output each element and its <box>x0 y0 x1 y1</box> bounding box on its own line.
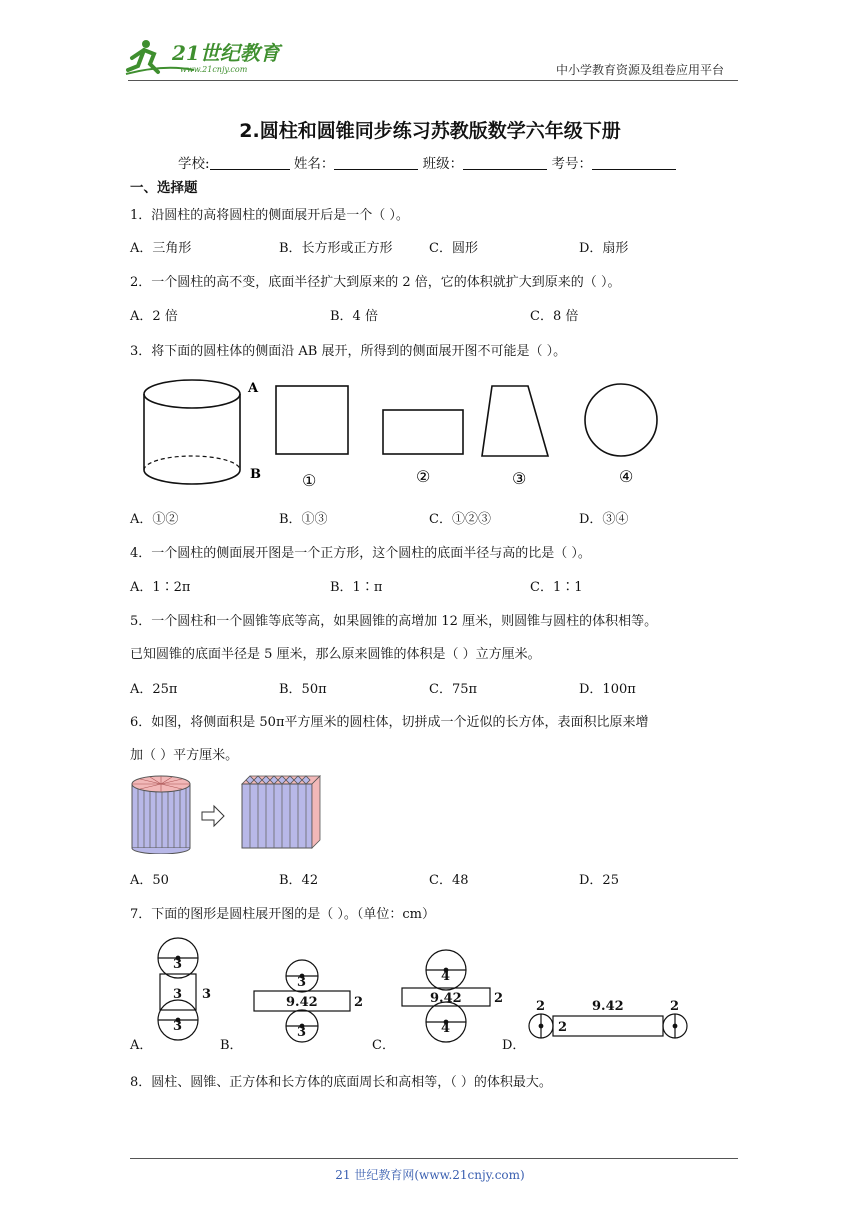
net-option-d <box>529 1014 687 1038</box>
shape-label-2: ② <box>416 467 431 486</box>
net-c-height-label: 2 <box>494 991 504 1006</box>
q5-option-d: D．100π <box>579 682 636 697</box>
approx-cuboid <box>242 776 320 848</box>
shape-label-1: ① <box>302 471 317 490</box>
net-a-height-label: 3 <box>202 987 212 1002</box>
net-b-height-label: 2 <box>354 995 364 1010</box>
q3-figure <box>130 372 670 492</box>
q1-option-a: A．三角形 <box>130 241 192 256</box>
question-6-line-1: 6．如图，将侧面积是 50π平方厘米的圆柱体，切拼成一个近似的长方体，表面积比原来增 <box>130 715 649 730</box>
shape-label-4: ④ <box>619 467 634 486</box>
header-divider <box>128 80 738 81</box>
q7-option-a: A． <box>130 1038 153 1053</box>
net-c-length-label: 9.42 <box>430 991 462 1006</box>
student-info <box>178 152 676 172</box>
q2-option-c: C．8 倍 <box>530 309 579 324</box>
q3-option-b: B．①③ <box>279 512 328 527</box>
q7-option-c: C． <box>372 1038 395 1053</box>
q5-option-a: A．25π <box>130 682 178 697</box>
net-b-bottom-label: 3 <box>297 1025 307 1040</box>
label-a: A <box>248 381 259 396</box>
school-blank <box>210 155 290 170</box>
question-5-line-1: 5．一个圆柱和一个圆锥等底等高，如果圆锥的高增加 12 厘米，则圆锥与圆柱的体积相等。 <box>130 614 658 629</box>
net-d-height-label: 2 <box>558 1020 568 1035</box>
name-blank <box>334 155 418 170</box>
q6-figure <box>130 772 330 854</box>
question-8: 8．圆柱、圆锥、正方体和长方体的底面周长和高相等，（ ）的体积最大。 <box>130 1075 552 1090</box>
cylinder-figure <box>144 380 240 484</box>
question-5-line-2: 已知圆锥的底面半径是 5 厘米，那么原来圆锥的体积是（ ）立方厘米。 <box>130 647 541 662</box>
net-b-top-label: 3 <box>297 975 307 990</box>
sliced-cylinder <box>132 776 190 854</box>
net-c-bottom-label: 4 <box>441 1021 451 1036</box>
exam-no-blank <box>592 155 676 170</box>
q4-option-c: C．1∶1 <box>530 580 583 595</box>
question-1: 1．沿圆柱的高将圆柱的侧面展开后是一个（ ）。 <box>130 208 409 223</box>
shape-circle <box>585 384 657 456</box>
question-7: 7．下面的图形是圆柱展开图的是（ ）。（单位：cm） <box>130 907 436 922</box>
q2-option-a: A．2 倍 <box>130 309 178 324</box>
class-blank <box>463 155 547 170</box>
school-label: 学校: <box>178 156 210 172</box>
q2-option-b: B．4 倍 <box>330 309 378 324</box>
net-d-left-label: 2 <box>536 999 546 1014</box>
q3-option-d: D．③④ <box>579 512 629 527</box>
net-a-rect-label: 3 <box>173 987 183 1002</box>
net-a-top-label: 3 <box>173 957 183 972</box>
page-title: 2.圆柱和圆锥同步练习苏教版数学六年级下册 <box>239 120 621 142</box>
net-a-bottom-label: 3 <box>173 1019 183 1034</box>
question-3: 3．将下面的圆柱体的侧面沿 AB 展开，所得到的侧面展开图不可能是（ ）。 <box>130 344 567 359</box>
logo-text: 21世纪教育 <box>172 41 280 65</box>
arrow-icon <box>202 806 224 826</box>
q4-option-a: A．1∶2π <box>130 580 191 595</box>
section-heading: 一、选择题 <box>130 180 198 196</box>
q5-option-b: B．50π <box>279 682 327 697</box>
net-d-length-label: 9.42 <box>592 999 624 1014</box>
q7-option-d: D． <box>502 1038 526 1053</box>
logo <box>124 36 294 82</box>
q6-option-c: C．48 <box>429 873 469 888</box>
class-label: 班级： <box>422 156 464 172</box>
question-4: 4．一个圆柱的侧面展开图是一个正方形，这个圆柱的底面半径与高的比是（ ）。 <box>130 546 591 561</box>
q6-option-a: A．50 <box>130 873 169 888</box>
q1-option-c: C．圆形 <box>429 241 478 256</box>
q6-option-d: D．25 <box>579 873 619 888</box>
q7-figure <box>128 932 698 1052</box>
question-6-line-2: 加（ ）平方厘米。 <box>130 748 239 763</box>
q1-option-b: B．长方形或正方形 <box>279 241 393 256</box>
net-c-top-label: 4 <box>441 969 451 984</box>
footer-divider <box>130 1158 738 1159</box>
q4-option-b: B．1∶π <box>330 580 383 595</box>
q1-option-d: D．扇形 <box>579 241 629 256</box>
shape-label-3: ③ <box>512 469 527 488</box>
site-name: 中小学教育资源及组卷应用平台 <box>555 63 724 77</box>
q5-option-c: C．75π <box>429 682 478 697</box>
net-d-right-label: 2 <box>670 999 680 1014</box>
q6-option-b: B．42 <box>279 873 319 888</box>
label-b: B <box>250 467 261 482</box>
q3-option-a: A．①② <box>130 512 179 527</box>
name-label: 姓名： <box>293 156 335 172</box>
q3-option-c: C．①②③ <box>429 512 491 527</box>
shape-square <box>276 386 348 454</box>
net-b-length-label: 9.42 <box>286 995 318 1010</box>
shape-rectangle <box>383 410 463 454</box>
logo-url: www.21cnjy.com <box>180 65 248 74</box>
question-2: 2．一个圆柱的高不变，底面半径扩大到原来的 2 倍，它的体积就扩大到原来的（ ）。 <box>130 275 621 290</box>
exam-no-label: 考号： <box>551 156 592 172</box>
shape-trapezoid <box>482 386 548 456</box>
footer-link[interactable]: 21 世纪教育网(www.21cnjy.com) <box>335 1168 525 1182</box>
q7-option-b: B． <box>220 1038 243 1053</box>
